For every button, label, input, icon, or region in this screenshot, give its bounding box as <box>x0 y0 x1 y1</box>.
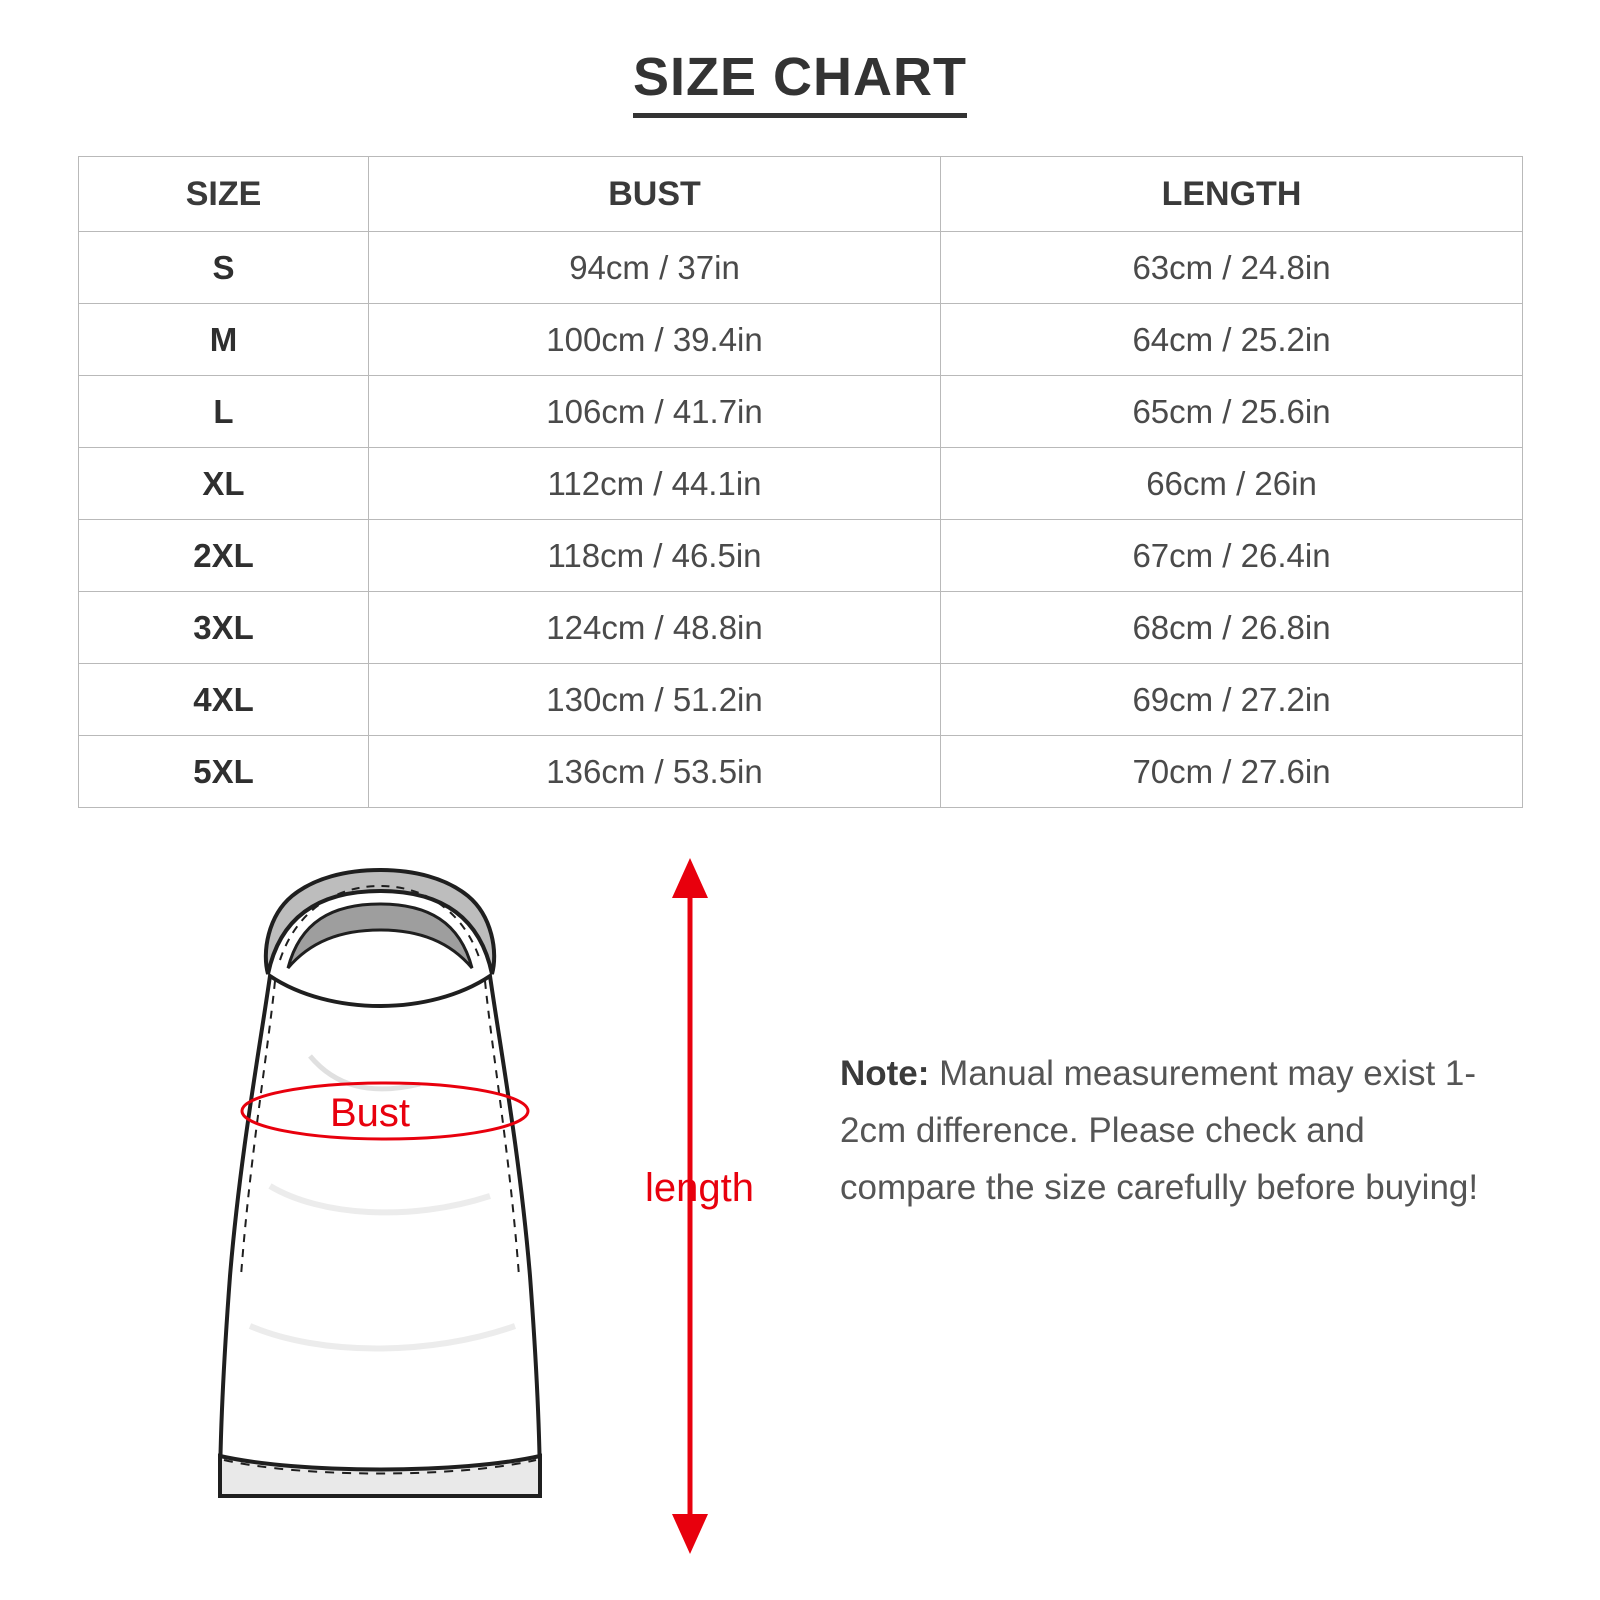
table-row <box>79 376 1523 448</box>
cell-size: M <box>79 304 369 376</box>
table-row <box>79 592 1523 664</box>
table-row <box>79 736 1523 808</box>
cell-size: 5XL <box>79 736 369 808</box>
size-chart-table <box>78 156 1523 808</box>
cell-size: S <box>79 232 369 304</box>
cell-bust: 94cm / 37in <box>369 232 941 304</box>
cell-length: 67cm / 26.4in <box>941 520 1523 592</box>
cell-size: L <box>79 376 369 448</box>
cell-bust: 136cm / 53.5in <box>369 736 941 808</box>
cell-length: 65cm / 25.6in <box>941 376 1523 448</box>
table-row <box>79 520 1523 592</box>
page-title-container <box>0 0 1600 118</box>
note-text <box>840 1046 1480 1216</box>
cell-bust: 118cm / 46.5in <box>369 520 941 592</box>
cell-bust: 130cm / 51.2in <box>369 664 941 736</box>
cell-bust: 124cm / 48.8in <box>369 592 941 664</box>
note-body: Manual measurement may exist 1-2cm difference. Please check and compare the size carefully before buying! <box>840 1054 1479 1207</box>
column-header-length: LENGTH <box>941 157 1523 232</box>
cell-size: 3XL <box>79 592 369 664</box>
illustration-section <box>0 846 1600 1566</box>
cell-bust: 100cm / 39.4in <box>369 304 941 376</box>
cell-length: 63cm / 24.8in <box>941 232 1523 304</box>
cell-size: XL <box>79 448 369 520</box>
cell-length: 64cm / 25.2in <box>941 304 1523 376</box>
cell-length: 66cm / 26in <box>941 448 1523 520</box>
garment-illustration <box>120 856 640 1561</box>
length-label: length <box>645 1166 754 1211</box>
cell-length: 69cm / 27.2in <box>941 664 1523 736</box>
page-title: SIZE CHART <box>633 48 967 118</box>
column-header-bust: BUST <box>369 157 941 232</box>
size-table-container <box>78 156 1522 808</box>
table-row <box>79 664 1523 736</box>
table-row <box>79 232 1523 304</box>
cell-length: 70cm / 27.6in <box>941 736 1523 808</box>
cell-bust: 112cm / 44.1in <box>369 448 941 520</box>
cell-length: 68cm / 26.8in <box>941 592 1523 664</box>
bust-label: Bust <box>330 1091 411 1136</box>
note-prefix: Note: <box>840 1054 930 1094</box>
table-row <box>79 304 1523 376</box>
table-row <box>79 448 1523 520</box>
cell-size: 2XL <box>79 520 369 592</box>
cell-size: 4XL <box>79 664 369 736</box>
cell-bust: 106cm / 41.7in <box>369 376 941 448</box>
table-header-row <box>79 157 1523 232</box>
column-header-size: SIZE <box>79 157 369 232</box>
